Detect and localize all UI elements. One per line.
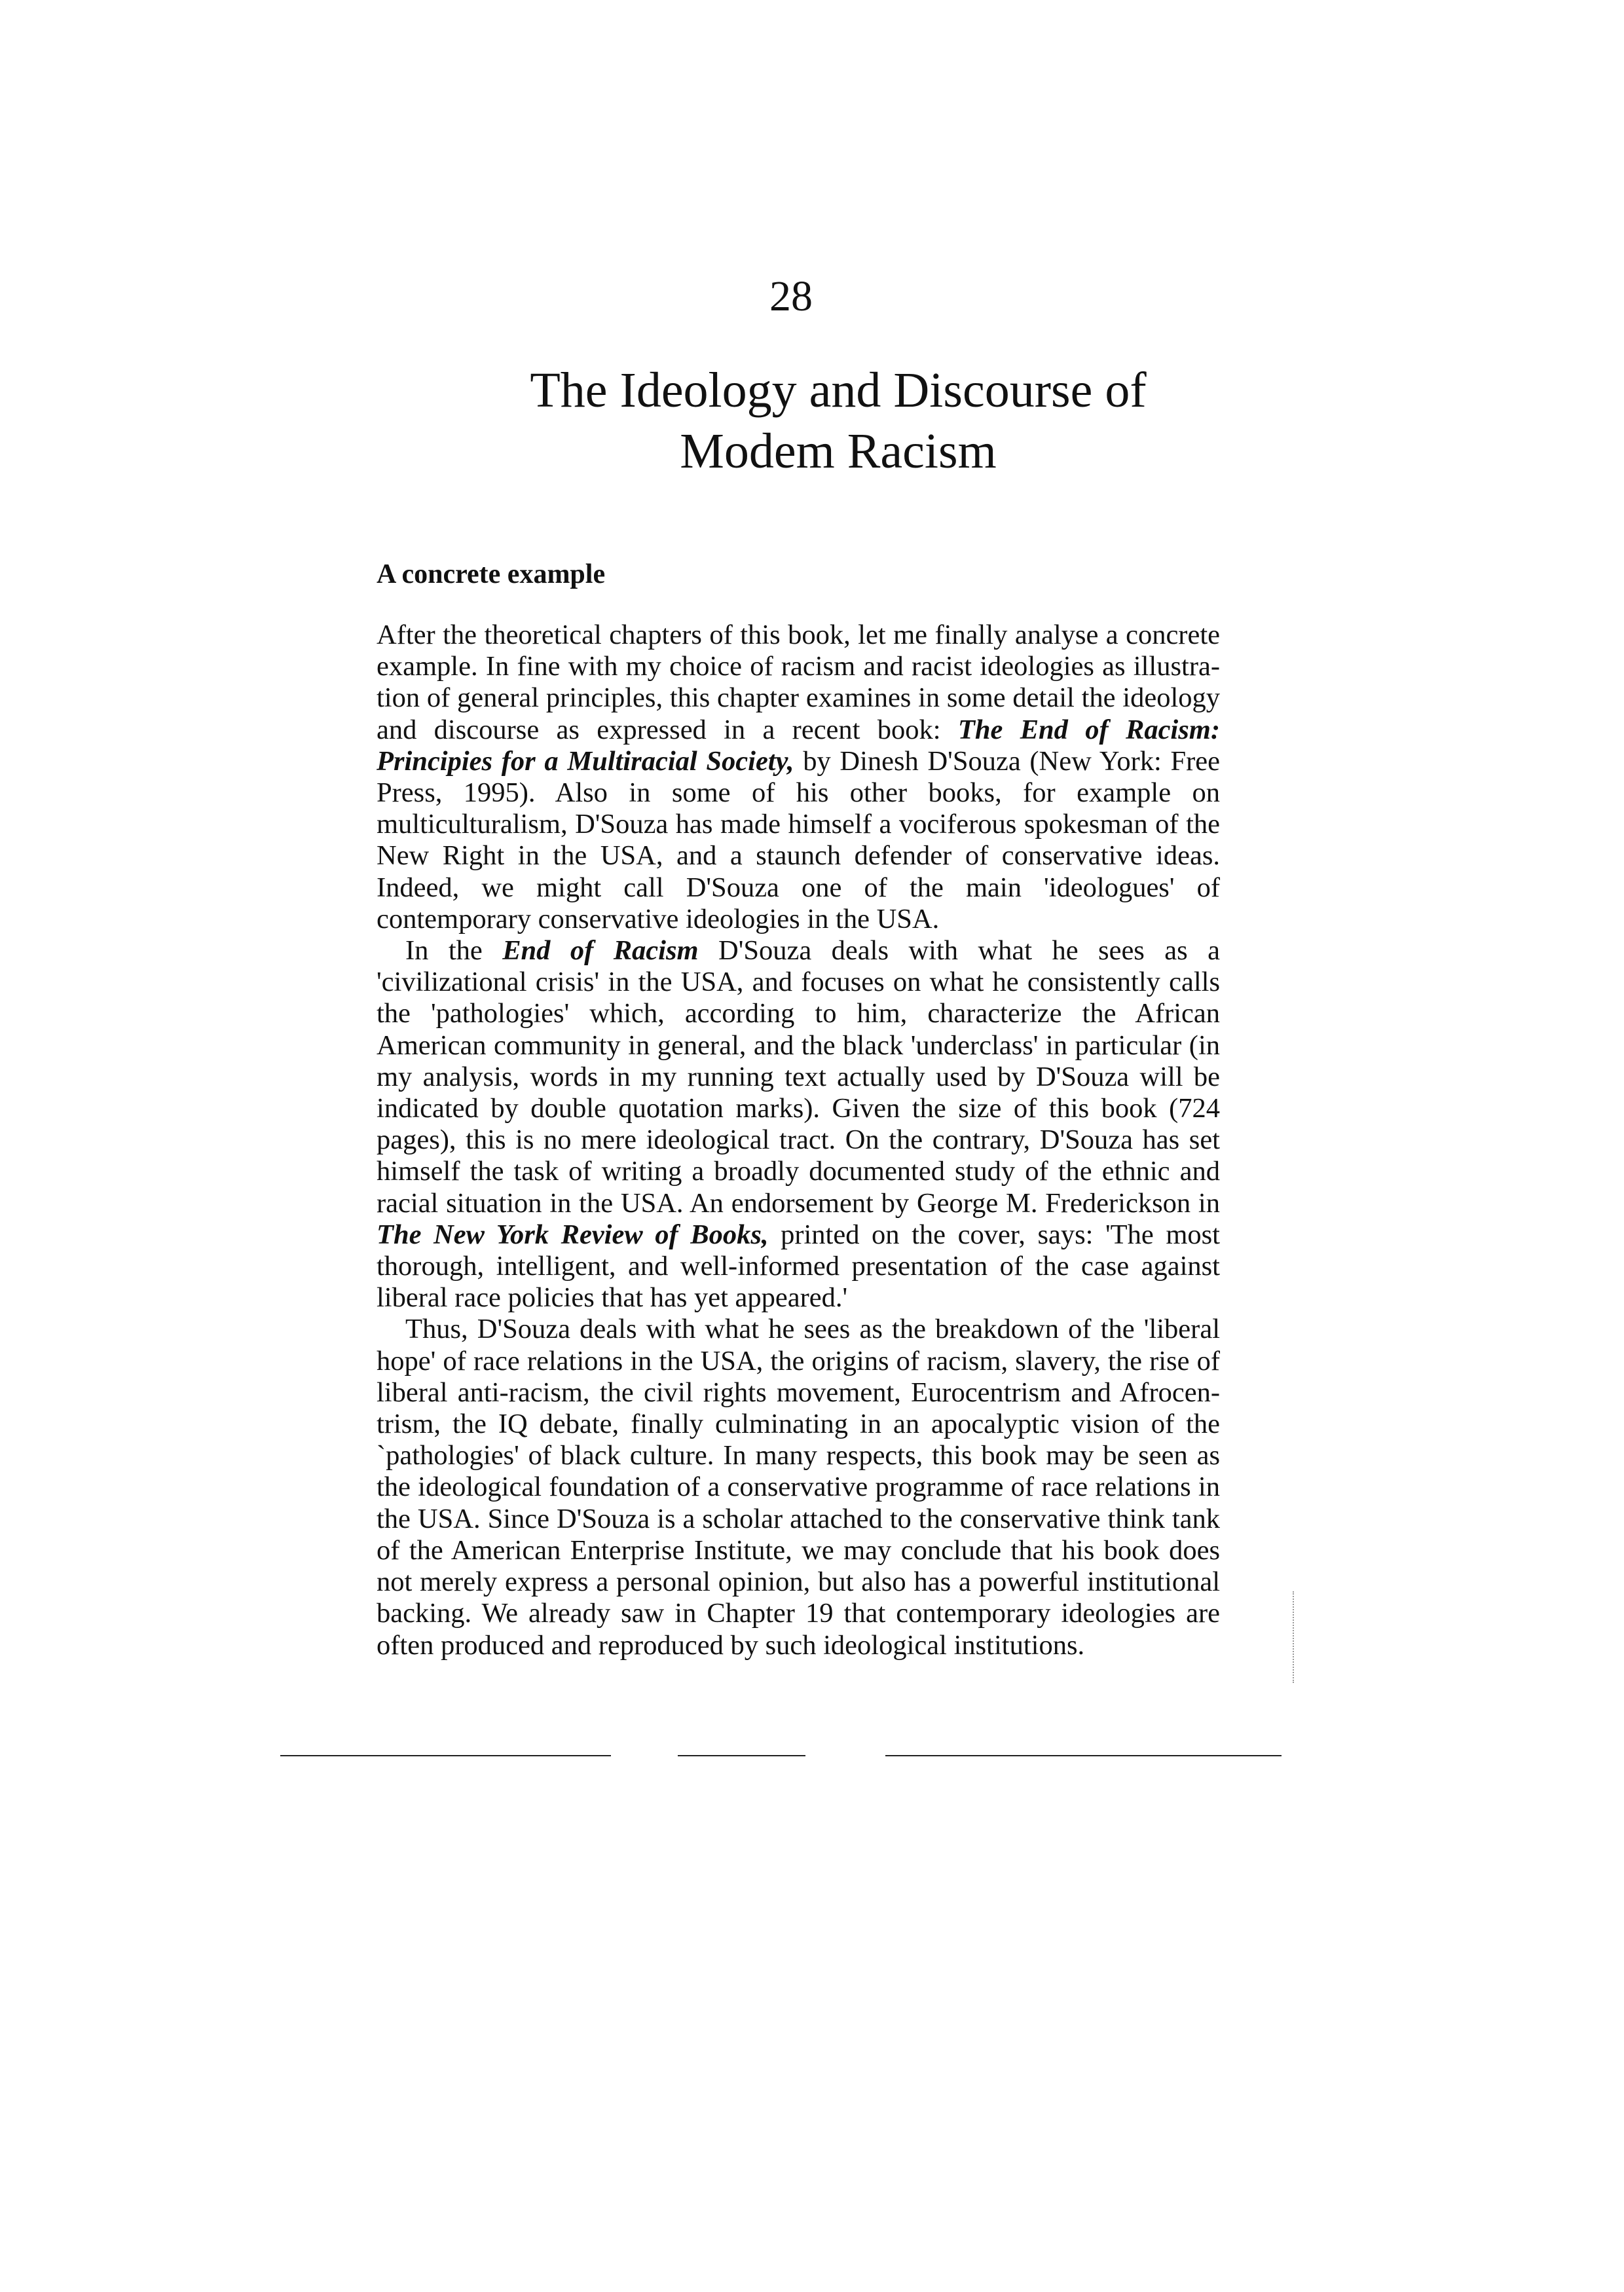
footer-rule-left	[280, 1755, 611, 1756]
footer-rule-middle	[678, 1755, 805, 1756]
paragraph-1-text-a: After the theoretical chapters of this book, let me finally analyse a concrete example. In fine with my choice of racism and racist ideologies as illustration of general principles, this chapter examines in some detail the ideology and discourse as expressed in a recent book:	[377, 619, 1220, 745]
book-title-citation: The End of Racism: Principies for a Multiracial Society,	[377, 714, 1220, 777]
chapter-title-line-1: The Ideology and Discourse of	[530, 363, 1147, 418]
book-title-short: End of Racism	[502, 935, 699, 967]
chapter-title	[419, 360, 1257, 481]
paragraph-1	[377, 619, 1220, 935]
paragraph-3: Thus, D'Souza deals with what he sees as the breakdown of the 'liberal hope' of race relations in the USA, the origins of racism, slavery, the rise of liberal anti-racism, the civil rights movement, Eurocentrism and Afrocentrism, the IQ debate, finally culminating in an apocalyptic vision of the `pathologies' of black culture. In many respects, this book may be seen as the ideological foundation of a conservative programme of race relations in the USA. Since D'Souza is a scholar attached to the conservative think tank of the American Enterprise Institute, we may conclude that his book does not merely express a personal opinion, but also has a powerful institutional backing. We already saw in Chapter 19 that contemporary ideologies are often produced and reproduced by such ideological institutions.	[377, 1314, 1220, 1661]
paragraph-2-text-b: D'Souza deals with what he sees as a 'civilizational crisis' in the USA, and focuses on what he consistently calls the 'pathologies' which, according to him, characterize the African American community in general, and the black 'underclass' in particular (in my analysis, words in my running text actually used by D'Souza will be indicated by double quotation marks). Given the size of this book (724 pages), this is no mere ideological tract. On the contrary, D'Souza has set himself the task of writing a broadly documented study of the ethnic and racial situation in the USA. An endorsement by George M. Frederickson in	[377, 935, 1220, 1219]
paragraph-2	[377, 935, 1220, 1314]
margin-dotted-mark	[1293, 1591, 1294, 1683]
paragraph-1-text-b: by Dinesh D'Souza (New York: Free Press, 1995). Also in some of his other books, for example on multiculturalism, D'Souza has made himself a vociferous spokesman of the New Right in the USA, and a staunch defender of conservative ideas. Indeed, we might call D'Souza one of the main 'ideologues' of contemporary conservative ideologies in the USA.	[377, 745, 1221, 934]
section-heading: A concrete example	[377, 559, 606, 589]
footer-rule-right	[885, 1755, 1282, 1756]
journal-title: The New York Review of Books,	[377, 1219, 769, 1250]
body-text	[377, 619, 1220, 1661]
paragraph-2-text-c: printed on the cover, says: 'The most thorough, intelligent, and well-informed presentation of the case against liberal race policies that has yet appeared.'	[377, 1219, 1220, 1314]
chapter-number: 28	[769, 272, 813, 320]
chapter-title-line-2: Modem Racism	[680, 423, 997, 479]
paragraph-2-text-a: In the	[405, 935, 503, 967]
